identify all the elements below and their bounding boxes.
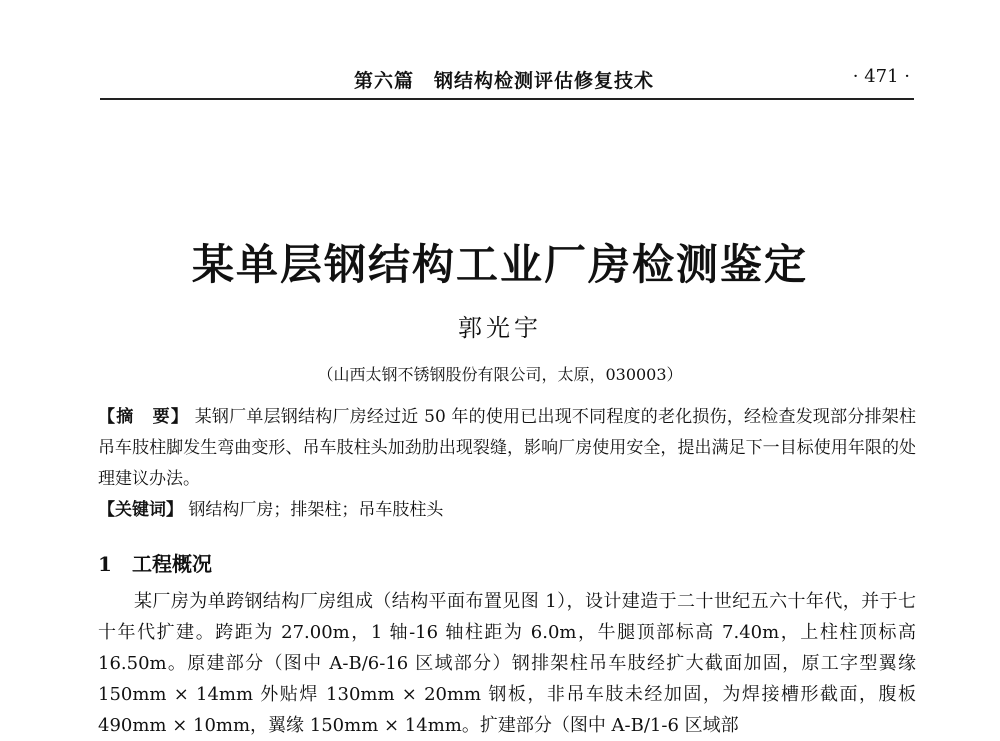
keywords — [98, 495, 916, 526]
header-rule — [100, 98, 914, 100]
author-affiliation: （山西太钢不锈钢股份有限公司，太原，030003） — [317, 365, 683, 384]
running-header — [100, 66, 914, 98]
body-paragraph: 某厂房为单跨钢结构厂房组成（结构平面布置见图 1），设计建造于二十世纪五六十年代，并于七十年代扩建。跨距为 27.00m，1 轴-16 轴柱距为 6.0m，牛腿顶部标高 7.40m，上柱柱顶标高 16.50m。原建部分（图中 A-B/6-16 区域部分）钢排架柱吊车肢经扩大截面加固，原工字型翼缘 150mm × 14mm 外贴焊 130mm × 20mm 钢板，非吊车肢未经加固，为焊接槽形截面，腹板 490mm × 10mm，翼缘 150mm × 14mm。扩建部分（图中 A-B/1-6 区域部 — [98, 591, 916, 736]
running-header-section: 第六篇 钢结构检测评估修复技术 — [354, 70, 655, 92]
abstract-text: 某钢厂单层钢结构厂房经过近 50 年的使用已出现不同程度的老化损伤，经检查发现部分排架柱吊车肢柱脚发生弯曲变形、吊车肢柱头加劲肋出现裂缝，影响厂房使用安全，提出满足下一目标使用年限的处理建议办法。 — [98, 407, 917, 489]
paper-title: 某单层钢结构工业厂房检测鉴定 — [191, 240, 808, 289]
section-title: 工程概况 — [132, 552, 212, 576]
section-number: 1 — [98, 552, 112, 576]
abstract — [98, 402, 916, 495]
abstract-label: 【摘 要】 — [98, 407, 190, 427]
author-name: 郭光宇 — [458, 314, 542, 342]
keywords-text: 钢结构厂房；排架柱；吊车肢柱头 — [188, 500, 444, 520]
section-heading — [98, 548, 212, 577]
keywords-label: 【关键词】 — [98, 500, 183, 520]
page-number: · 471 · — [852, 66, 910, 87]
